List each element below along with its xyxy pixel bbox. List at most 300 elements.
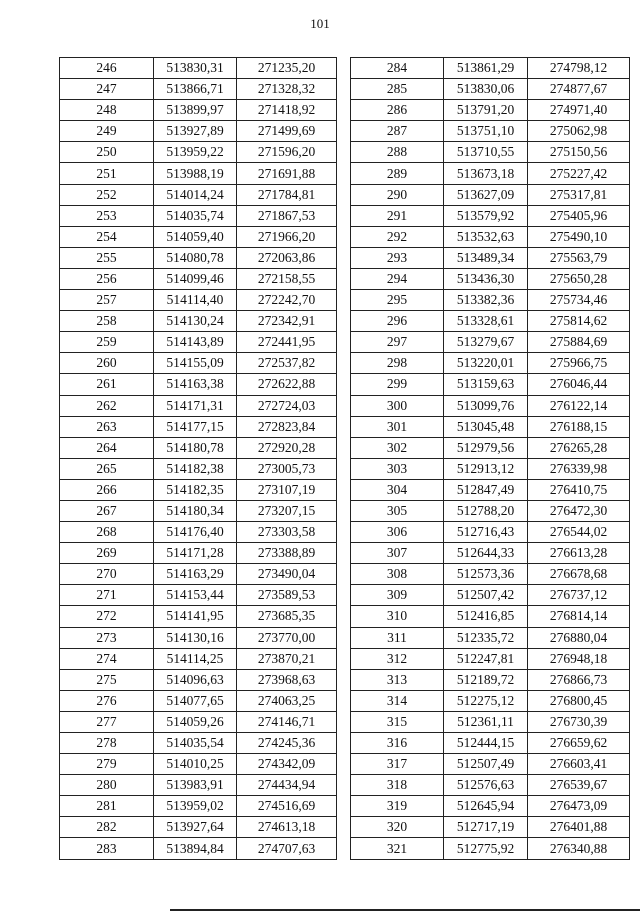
y-coordinate-cell: 272242,70: [237, 290, 337, 311]
x-coordinate-cell: 512645,94: [444, 796, 528, 817]
table-row: [60, 247, 337, 268]
y-coordinate-cell: 276800,45: [528, 690, 630, 711]
x-coordinate-cell: 514010,25: [154, 754, 237, 775]
point-number-cell: 270: [60, 564, 154, 585]
table-row: [351, 690, 630, 711]
table-row: [60, 226, 337, 247]
y-coordinate-cell: 273388,89: [237, 543, 337, 564]
point-number-cell: 261: [60, 374, 154, 395]
x-coordinate-cell: 513791,20: [444, 100, 528, 121]
y-coordinate-cell: 274063,25: [237, 690, 337, 711]
x-coordinate-cell: 514163,29: [154, 564, 237, 585]
y-coordinate-cell: 274146,71: [237, 711, 337, 732]
x-coordinate-cell: 514130,24: [154, 311, 237, 332]
table-row: [60, 416, 337, 437]
x-coordinate-cell: 513927,89: [154, 121, 237, 142]
table-row: [60, 500, 337, 521]
y-coordinate-cell: 271784,81: [237, 184, 337, 205]
x-coordinate-cell: 512275,12: [444, 690, 528, 711]
table-row: [351, 543, 630, 564]
table-row: [60, 58, 337, 79]
table-row: [60, 163, 337, 184]
point-number-cell: 300: [351, 395, 444, 416]
table-row: [60, 733, 337, 754]
point-number-cell: 283: [60, 838, 154, 859]
table-row: [351, 522, 630, 543]
y-coordinate-cell: 275814,62: [528, 311, 630, 332]
y-coordinate-cell: 273490,04: [237, 564, 337, 585]
bottom-rule: [170, 909, 640, 911]
y-coordinate-cell: 275650,28: [528, 268, 630, 289]
x-coordinate-cell: 514059,26: [154, 711, 237, 732]
table-row: [60, 711, 337, 732]
table-row: [351, 606, 630, 627]
y-coordinate-cell: 276046,44: [528, 374, 630, 395]
point-number-cell: 266: [60, 479, 154, 500]
y-coordinate-cell: 272441,95: [237, 332, 337, 353]
y-coordinate-cell: 276401,88: [528, 817, 630, 838]
x-coordinate-cell: 513959,22: [154, 142, 237, 163]
point-number-cell: 273: [60, 627, 154, 648]
x-coordinate-cell: 513489,34: [444, 247, 528, 268]
table-row: [351, 247, 630, 268]
x-coordinate-cell: 514182,38: [154, 458, 237, 479]
point-number-cell: 319: [351, 796, 444, 817]
coordinates-table-left: [59, 57, 337, 860]
x-coordinate-cell: 514014,24: [154, 184, 237, 205]
y-coordinate-cell: 274877,67: [528, 79, 630, 100]
point-number-cell: 296: [351, 311, 444, 332]
x-coordinate-cell: 513099,76: [444, 395, 528, 416]
y-coordinate-cell: 272063,86: [237, 247, 337, 268]
point-number-cell: 275: [60, 669, 154, 690]
x-coordinate-cell: 512507,42: [444, 585, 528, 606]
y-coordinate-cell: 276473,09: [528, 796, 630, 817]
x-coordinate-cell: 514153,44: [154, 585, 237, 606]
y-coordinate-cell: 271966,20: [237, 226, 337, 247]
y-coordinate-cell: 273005,73: [237, 458, 337, 479]
y-coordinate-cell: 271328,32: [237, 79, 337, 100]
x-coordinate-cell: 514143,89: [154, 332, 237, 353]
table-row: [60, 290, 337, 311]
table-row: [60, 311, 337, 332]
y-coordinate-cell: 276613,28: [528, 543, 630, 564]
point-number-cell: 252: [60, 184, 154, 205]
x-coordinate-cell: 513045,48: [444, 416, 528, 437]
table-row: [351, 226, 630, 247]
y-coordinate-cell: 276659,62: [528, 733, 630, 754]
x-coordinate-cell: 513983,91: [154, 775, 237, 796]
table-row: [351, 585, 630, 606]
point-number-cell: 271: [60, 585, 154, 606]
point-number-cell: 297: [351, 332, 444, 353]
y-coordinate-cell: 273303,58: [237, 522, 337, 543]
table-row: [60, 268, 337, 289]
x-coordinate-cell: 513710,55: [444, 142, 528, 163]
point-number-cell: 272: [60, 606, 154, 627]
table-row: [351, 311, 630, 332]
x-coordinate-cell: 513159,63: [444, 374, 528, 395]
x-coordinate-cell: 512573,36: [444, 564, 528, 585]
point-number-cell: 301: [351, 416, 444, 437]
table-row: [351, 564, 630, 585]
point-number-cell: 282: [60, 817, 154, 838]
table-row: [60, 458, 337, 479]
point-number-cell: 310: [351, 606, 444, 627]
table-row: [351, 711, 630, 732]
y-coordinate-cell: 275317,81: [528, 184, 630, 205]
x-coordinate-cell: 513382,36: [444, 290, 528, 311]
point-number-cell: 309: [351, 585, 444, 606]
x-coordinate-cell: 514176,40: [154, 522, 237, 543]
table-row: [351, 163, 630, 184]
point-number-cell: 250: [60, 142, 154, 163]
table-row: [60, 627, 337, 648]
table-row: [60, 648, 337, 669]
point-number-cell: 263: [60, 416, 154, 437]
point-number-cell: 313: [351, 669, 444, 690]
point-number-cell: 287: [351, 121, 444, 142]
table-row: [351, 817, 630, 838]
point-number-cell: 258: [60, 311, 154, 332]
point-number-cell: 247: [60, 79, 154, 100]
point-number-cell: 276: [60, 690, 154, 711]
x-coordinate-cell: 512576,63: [444, 775, 528, 796]
y-coordinate-cell: 276603,41: [528, 754, 630, 775]
x-coordinate-cell: 514035,54: [154, 733, 237, 754]
point-number-cell: 260: [60, 353, 154, 374]
x-coordinate-cell: 512444,15: [444, 733, 528, 754]
x-coordinate-cell: 514114,40: [154, 290, 237, 311]
table-row: [60, 374, 337, 395]
y-coordinate-cell: 272920,28: [237, 437, 337, 458]
y-coordinate-cell: 273685,35: [237, 606, 337, 627]
y-coordinate-cell: 273770,00: [237, 627, 337, 648]
y-coordinate-cell: 273107,19: [237, 479, 337, 500]
table-row: [351, 268, 630, 289]
y-coordinate-cell: 276544,02: [528, 522, 630, 543]
point-number-cell: 277: [60, 711, 154, 732]
y-coordinate-cell: 274434,94: [237, 775, 337, 796]
table-row: [60, 395, 337, 416]
point-number-cell: 264: [60, 437, 154, 458]
point-number-cell: 318: [351, 775, 444, 796]
y-coordinate-cell: 275734,46: [528, 290, 630, 311]
table-row: [60, 564, 337, 585]
x-coordinate-cell: 513673,18: [444, 163, 528, 184]
point-number-cell: 278: [60, 733, 154, 754]
table-row: [351, 290, 630, 311]
point-number-cell: 288: [351, 142, 444, 163]
x-coordinate-cell: 512361,11: [444, 711, 528, 732]
table-row: [60, 184, 337, 205]
point-number-cell: 307: [351, 543, 444, 564]
y-coordinate-cell: 272823,84: [237, 416, 337, 437]
point-number-cell: 253: [60, 205, 154, 226]
y-coordinate-cell: 273589,53: [237, 585, 337, 606]
y-coordinate-cell: 272622,88: [237, 374, 337, 395]
x-coordinate-cell: 514177,15: [154, 416, 237, 437]
table-row: [351, 500, 630, 521]
table-row: [60, 817, 337, 838]
table-row: [60, 205, 337, 226]
y-coordinate-cell: 274245,36: [237, 733, 337, 754]
x-coordinate-cell: 513436,30: [444, 268, 528, 289]
point-number-cell: 256: [60, 268, 154, 289]
table-row: [60, 775, 337, 796]
y-coordinate-cell: 276339,98: [528, 458, 630, 479]
y-coordinate-cell: 276122,14: [528, 395, 630, 416]
point-number-cell: 305: [351, 500, 444, 521]
table-row: [351, 395, 630, 416]
point-number-cell: 259: [60, 332, 154, 353]
y-coordinate-cell: 273968,63: [237, 669, 337, 690]
y-coordinate-cell: 276539,67: [528, 775, 630, 796]
x-coordinate-cell: 512717,19: [444, 817, 528, 838]
point-number-cell: 281: [60, 796, 154, 817]
y-coordinate-cell: 276948,18: [528, 648, 630, 669]
table-row: [351, 58, 630, 79]
table-row: [60, 79, 337, 100]
point-number-cell: 298: [351, 353, 444, 374]
x-coordinate-cell: 514130,16: [154, 627, 237, 648]
point-number-cell: 315: [351, 711, 444, 732]
point-number-cell: 248: [60, 100, 154, 121]
y-coordinate-cell: 274613,18: [237, 817, 337, 838]
table-row: [351, 142, 630, 163]
x-coordinate-cell: 512775,92: [444, 838, 528, 859]
x-coordinate-cell: 513751,10: [444, 121, 528, 142]
table-row: [60, 332, 337, 353]
point-number-cell: 292: [351, 226, 444, 247]
table-row: [60, 838, 337, 859]
x-coordinate-cell: 514155,09: [154, 353, 237, 374]
x-coordinate-cell: 513988,19: [154, 163, 237, 184]
y-coordinate-cell: 276730,39: [528, 711, 630, 732]
x-coordinate-cell: 513627,09: [444, 184, 528, 205]
y-coordinate-cell: 276737,12: [528, 585, 630, 606]
x-coordinate-cell: 514163,38: [154, 374, 237, 395]
y-coordinate-cell: 272342,91: [237, 311, 337, 332]
x-coordinate-cell: 512644,33: [444, 543, 528, 564]
point-number-cell: 294: [351, 268, 444, 289]
table-row: [60, 437, 337, 458]
y-coordinate-cell: 275405,96: [528, 205, 630, 226]
x-coordinate-cell: 514059,40: [154, 226, 237, 247]
y-coordinate-cell: 271691,88: [237, 163, 337, 184]
table-row: [60, 754, 337, 775]
point-number-cell: 321: [351, 838, 444, 859]
y-coordinate-cell: 274342,09: [237, 754, 337, 775]
y-coordinate-cell: 276472,30: [528, 500, 630, 521]
table-row: [351, 458, 630, 479]
table-row: [60, 796, 337, 817]
y-coordinate-cell: 272537,82: [237, 353, 337, 374]
x-coordinate-cell: 514035,74: [154, 205, 237, 226]
table-row: [60, 606, 337, 627]
table-row: [60, 479, 337, 500]
point-number-cell: 268: [60, 522, 154, 543]
x-coordinate-cell: 512189,72: [444, 669, 528, 690]
table-row: [60, 121, 337, 142]
x-coordinate-cell: 513866,71: [154, 79, 237, 100]
point-number-cell: 317: [351, 754, 444, 775]
x-coordinate-cell: 512979,56: [444, 437, 528, 458]
x-coordinate-cell: 513894,84: [154, 838, 237, 859]
y-coordinate-cell: 274798,12: [528, 58, 630, 79]
point-number-cell: 311: [351, 627, 444, 648]
y-coordinate-cell: 276866,73: [528, 669, 630, 690]
point-number-cell: 314: [351, 690, 444, 711]
x-coordinate-cell: 514080,78: [154, 247, 237, 268]
table-row: [60, 522, 337, 543]
y-coordinate-cell: 275884,69: [528, 332, 630, 353]
x-coordinate-cell: 513899,97: [154, 100, 237, 121]
point-number-cell: 262: [60, 395, 154, 416]
point-number-cell: 316: [351, 733, 444, 754]
y-coordinate-cell: 273207,15: [237, 500, 337, 521]
table-row: [351, 796, 630, 817]
y-coordinate-cell: 271867,53: [237, 205, 337, 226]
x-coordinate-cell: 513830,06: [444, 79, 528, 100]
y-coordinate-cell: 276340,88: [528, 838, 630, 859]
table-row: [60, 690, 337, 711]
y-coordinate-cell: 275150,56: [528, 142, 630, 163]
y-coordinate-cell: 271235,20: [237, 58, 337, 79]
table-row: [351, 100, 630, 121]
table-row: [351, 648, 630, 669]
x-coordinate-cell: 513328,61: [444, 311, 528, 332]
point-number-cell: 267: [60, 500, 154, 521]
table-row: [351, 79, 630, 100]
table-row: [351, 754, 630, 775]
y-coordinate-cell: 272724,03: [237, 395, 337, 416]
y-coordinate-cell: 274707,63: [237, 838, 337, 859]
table-row: [351, 669, 630, 690]
x-coordinate-cell: 514099,46: [154, 268, 237, 289]
table-row: [351, 479, 630, 500]
point-number-cell: 285: [351, 79, 444, 100]
table-row: [60, 142, 337, 163]
point-number-cell: 279: [60, 754, 154, 775]
y-coordinate-cell: 272158,55: [237, 268, 337, 289]
point-number-cell: 251: [60, 163, 154, 184]
point-number-cell: 303: [351, 458, 444, 479]
point-number-cell: 265: [60, 458, 154, 479]
point-number-cell: 320: [351, 817, 444, 838]
y-coordinate-cell: 271499,69: [237, 121, 337, 142]
table-row: [351, 627, 630, 648]
x-coordinate-cell: 512507,49: [444, 754, 528, 775]
x-coordinate-cell: 514141,95: [154, 606, 237, 627]
x-coordinate-cell: 512335,72: [444, 627, 528, 648]
point-number-cell: 291: [351, 205, 444, 226]
x-coordinate-cell: 514096,63: [154, 669, 237, 690]
point-number-cell: 302: [351, 437, 444, 458]
table-row: [60, 100, 337, 121]
y-coordinate-cell: 274971,40: [528, 100, 630, 121]
x-coordinate-cell: 514182,35: [154, 479, 237, 500]
y-coordinate-cell: 275563,79: [528, 247, 630, 268]
point-number-cell: 295: [351, 290, 444, 311]
table-row: [351, 205, 630, 226]
y-coordinate-cell: 275490,10: [528, 226, 630, 247]
table-row: [60, 669, 337, 690]
y-coordinate-cell: 275966,75: [528, 353, 630, 374]
point-number-cell: 304: [351, 479, 444, 500]
x-coordinate-cell: 513579,92: [444, 205, 528, 226]
y-coordinate-cell: 276814,14: [528, 606, 630, 627]
point-number-cell: 306: [351, 522, 444, 543]
y-coordinate-cell: 275062,98: [528, 121, 630, 142]
point-number-cell: 289: [351, 163, 444, 184]
x-coordinate-cell: 514077,65: [154, 690, 237, 711]
point-number-cell: 286: [351, 100, 444, 121]
table-row: [60, 353, 337, 374]
point-number-cell: 249: [60, 121, 154, 142]
x-coordinate-cell: 514180,34: [154, 500, 237, 521]
point-number-cell: 312: [351, 648, 444, 669]
y-coordinate-cell: 276188,15: [528, 416, 630, 437]
table-row: [60, 543, 337, 564]
x-coordinate-cell: 512847,49: [444, 479, 528, 500]
table-row: [351, 838, 630, 859]
point-number-cell: 257: [60, 290, 154, 311]
table-row: [351, 332, 630, 353]
x-coordinate-cell: 512913,12: [444, 458, 528, 479]
table-row: [60, 585, 337, 606]
x-coordinate-cell: 512247,81: [444, 648, 528, 669]
x-coordinate-cell: 513861,29: [444, 58, 528, 79]
table-row: [351, 121, 630, 142]
point-number-cell: 290: [351, 184, 444, 205]
point-number-cell: 284: [351, 58, 444, 79]
point-number-cell: 308: [351, 564, 444, 585]
table-row: [351, 416, 630, 437]
y-coordinate-cell: 276880,04: [528, 627, 630, 648]
table-row: [351, 374, 630, 395]
table-row: [351, 437, 630, 458]
x-coordinate-cell: 514180,78: [154, 437, 237, 458]
x-coordinate-cell: 514171,28: [154, 543, 237, 564]
point-number-cell: 274: [60, 648, 154, 669]
x-coordinate-cell: 512788,20: [444, 500, 528, 521]
point-number-cell: 280: [60, 775, 154, 796]
x-coordinate-cell: 513279,67: [444, 332, 528, 353]
point-number-cell: 255: [60, 247, 154, 268]
y-coordinate-cell: 274516,69: [237, 796, 337, 817]
y-coordinate-cell: 276410,75: [528, 479, 630, 500]
y-coordinate-cell: 276265,28: [528, 437, 630, 458]
x-coordinate-cell: 514171,31: [154, 395, 237, 416]
x-coordinate-cell: 513927,64: [154, 817, 237, 838]
x-coordinate-cell: 513220,01: [444, 353, 528, 374]
point-number-cell: 269: [60, 543, 154, 564]
coordinates-table-right: [350, 57, 630, 860]
x-coordinate-cell: 514114,25: [154, 648, 237, 669]
table-row: [351, 733, 630, 754]
y-coordinate-cell: 276678,68: [528, 564, 630, 585]
table-row: [351, 353, 630, 374]
page-number: 101: [310, 16, 330, 31]
point-number-cell: 246: [60, 58, 154, 79]
table-row: [351, 184, 630, 205]
x-coordinate-cell: 513532,63: [444, 226, 528, 247]
x-coordinate-cell: 512416,85: [444, 606, 528, 627]
table-row: [351, 775, 630, 796]
point-number-cell: 293: [351, 247, 444, 268]
y-coordinate-cell: 271596,20: [237, 142, 337, 163]
